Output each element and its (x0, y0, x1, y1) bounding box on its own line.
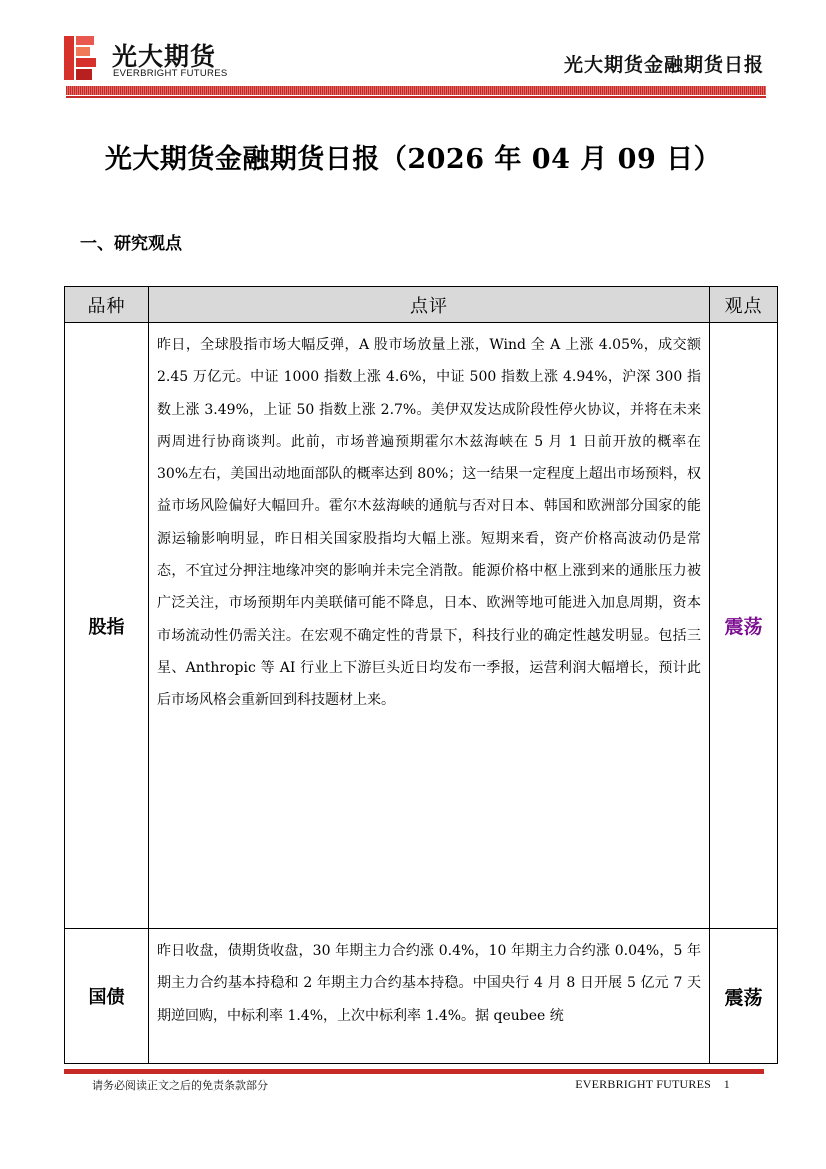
header-divider (66, 86, 766, 95)
footer-disclaimer: 请务必阅读正文之后的免责条款部分 (92, 1079, 268, 1092)
table-row (65, 323, 778, 929)
company-logo (62, 36, 242, 84)
section-heading: 一、研究观点 (80, 234, 182, 254)
header-title: 光大期货金融期货日报 (563, 54, 764, 76)
comment-cell: 昨日，全球股指市场大幅反弹，A 股市场放量上涨，Wind 全 A 上涨 4.05%，成交额 2.45 万亿元。中证 1000 指数上涨 4.6%，中证 500 指数上涨 4.94%，沪深 300 指数上涨 3.49%，上证 50 指数上涨 2.7%。美伊双发达成阶段性停火协议，并将在未来两周进行协商谈判。此前，市场普遍预期霍尔木兹海峡在 5 月 1 日前开放的概率在 30%左右，美国出动地面部队的概率达到 80%；这一结果一定程度上超出市场预料，权益市场风险偏好大幅回升。霍尔木兹海峡的通航与否对日本、韩国和欧洲部分国家的能源运输影响明显，昨日相关国家股指均大幅上涨。短期来看，资产价格高波动仍是常态，不宜过分押注地缘冲突的影响并未完全消散。能源价格中枢上涨到来的通胀压力被广泛关注，市场预期年内美联储可能不降息，日本、欧洲等地可能进入加息周期，资本市场流动性仍需关注。在宏观不确定性的背景下，科技行业的确定性越发明显。包括三星、Anthropic 等 AI 行业上下游巨头近日均发布一季报，运营利润大幅增长，预计此后市场风格会重新回到科技题材上来。 (149, 323, 710, 929)
logo-chinese-name: 光大期货 (112, 42, 217, 71)
research-views-table (64, 286, 778, 1064)
everbright-logo-icon (64, 36, 98, 80)
header-comment: 点评 (149, 287, 710, 323)
variety-cell: 股指 (65, 323, 149, 929)
view-cell: 震荡 (710, 323, 778, 929)
view-cell: 震荡 (710, 929, 778, 1064)
page-number: 1 (723, 1077, 730, 1091)
footer-company-page (575, 1077, 730, 1092)
variety-cell: 国债 (65, 929, 149, 1064)
document-title: 光大期货金融期货日报（2026 年 04 月 09 日） (104, 144, 722, 175)
table-header-row (65, 287, 778, 323)
logo-english-name: EVERBRIGHT FUTURES (113, 68, 228, 79)
header-variety: 品种 (65, 287, 149, 323)
footer-company: EVERBRIGHT FUTURES (575, 1077, 711, 1091)
header-divider-thin (66, 96, 766, 98)
comment-cell-wrapper (149, 929, 710, 1064)
footer-divider (64, 1069, 764, 1074)
comment-cell: 昨日收盘，债期货收盘，30 年期主力合约涨 0.4%，10 年期主力合约涨 0.04%，5 年期主力合约基本持稳和 2 年期主力合约基本持稳。中国央行 4 月 8 日开展 5 亿元 7 天期逆回购，中标利率 1.4%，上次中标利率 1.4%。据 qeubee 统 (157, 943, 701, 1024)
header-view: 观点 (710, 287, 778, 323)
table-row (65, 929, 778, 1064)
